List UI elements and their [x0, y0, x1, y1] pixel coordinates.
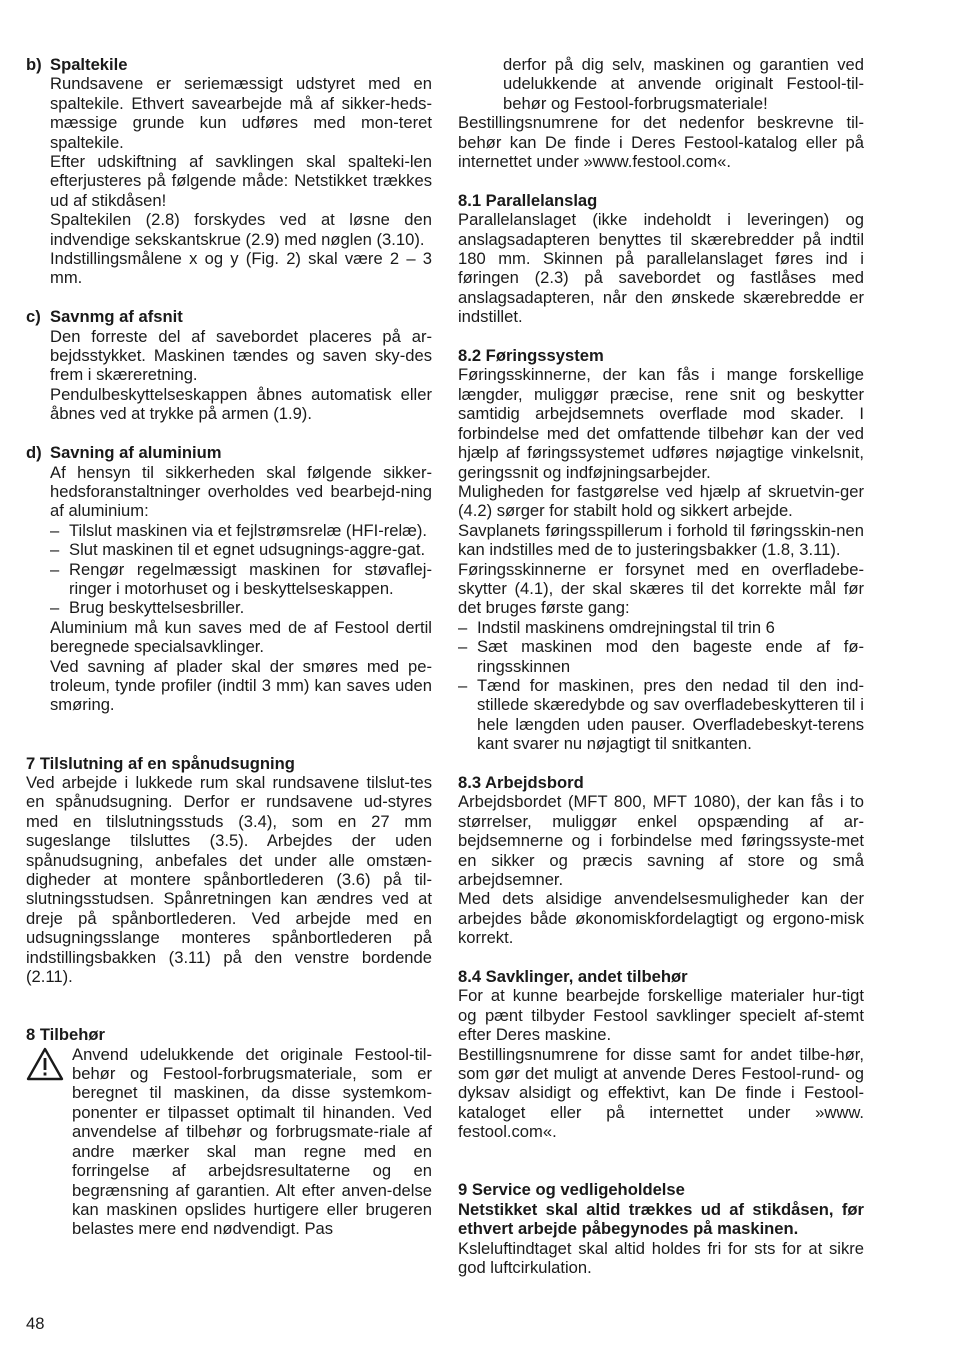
paragraph: Efter udskiftning af savklingen skal spalteki-len efterjusteres på følgende måde: Netstikket trækkes ud af stikdåsen! — [50, 152, 432, 210]
paragraph: Den forreste del af savebordet placeres på ar-bejdsstykket. Maskinen tændes og saven sky-des frem i skæreretning. — [50, 326, 432, 385]
paragraph: Med dets alsidige anvendelsesmuligheder kan der arbejdes både økonomiskfordelagtigt og ergono-misk korrekt. — [458, 889, 864, 948]
right-column — [458, 55, 864, 1278]
section-8-2-foringssystem — [458, 346, 864, 754]
paragraph: Aluminium må kun saves med de af Festool dertil beregnede specialsavklinger. — [50, 617, 432, 657]
dash-list — [50, 521, 432, 618]
section-8-tilbehor — [26, 1025, 432, 1238]
list-item: – Sæt maskinen mod den bageste ende af fø-ringsskinnen — [458, 637, 864, 676]
paragraph: Savplanets føringsspillerum i forhold til føringsskin-nen kan indstilles med de to justeringsbakker (1.8, 3.11). — [458, 520, 864, 560]
section-letter: c) — [26, 307, 41, 327]
section-heading — [26, 307, 432, 326]
list-item: – Indstil maskinens omdrejningstal til trin 6 — [458, 618, 864, 637]
paragraph: For at kunne bearbejde forskellige materialer hur-tigt og pænt tilbyder Festool savklinger specielt af-stemt efter Deres maskine. — [458, 986, 864, 1045]
section-title: 9 Service og vedligeholdelse — [458, 1180, 685, 1200]
section-title: 8.1 Parallelanslag — [458, 190, 598, 210]
paragraph: Af hensyn til sikkerheden skal følgende sikker-hedsforanstaltninger overholdes ved bearbejd-ning af aluminium: — [50, 462, 432, 521]
paragraph: Føringsskinnerne er forsynet med en overfladebe-skytter (4.1), der skal skæres til det korrekte mål før det bruges første gang: — [458, 559, 864, 618]
paragraph: Føringsskinnerne, der kan fås i mange forskellige længder, muliggør præcise, rene snit og beskytter samtidig arbejdsemnets overflade mod skader. I forbindelse med det omfattende tilbehør kan der ved hjælp af føringssystemet udføres nøjagtige vinkelsnit, geringssnit og indføjningsarbejder. — [458, 365, 864, 482]
list-item: – Slut maskinen til et egnet udsugnings-aggre-gat. — [50, 540, 432, 559]
warning-triangle-icon — [26, 1045, 72, 1239]
section-8-4-savklinger — [458, 967, 864, 1142]
section-c-afsnit — [26, 307, 432, 423]
section-title: 7 Tilslutning af en spånudsugning — [26, 753, 295, 773]
section-9-service — [458, 1180, 864, 1277]
section-b-spaltekile — [26, 55, 432, 288]
list-item: – Tilslut maskinen via et fejlstrømsrelæ (HFI-relæ). — [50, 521, 432, 540]
page-number: 48 — [26, 1314, 45, 1333]
list-item: – Rengør regelmæssigt maskinen for støvaflej-ringer i motorhuset og i beskyttelseskappen. — [50, 560, 432, 599]
paragraph: Pendulbeskyttelseskappen åbnes automatisk eller åbnes ved at trykke på armen (1.9). — [50, 384, 432, 424]
paragraph: Rundsavene er seriemæssigt udstyret med en spaltekile. Ethvert savearbejde må af sikker-heds- mæssige grunde kun udføres med mon-teret spaltekile. — [50, 74, 432, 152]
section-title: Spaltekile — [50, 55, 128, 74]
section-letter: d) — [26, 443, 42, 463]
section-heading — [26, 443, 432, 462]
paragraph: Spaltekilen (2.8) forskydes ved at løsne den indvendige sekskantskrue (2.9) med nøglen (3.10). — [50, 210, 432, 249]
list-item: – Tænd for maskinen, pres den nedad til den ind-stillede skæredybde og sav overfladebeskytteren til i hele længden uden pauser. Overfladebeskyt-terens kant svarer nu nøjagtigt til snitkanten. — [458, 676, 864, 754]
section-letter: b) — [26, 55, 42, 74]
section-8-3-arbejdsbord — [458, 773, 864, 948]
paragraph: Muligheden for fastgørelse ved hjælp af skruetvin-ger (4.2) sørger for stabilt hold og sikkert arbejde. — [458, 481, 864, 521]
paragraph: Ved savning af plader skal der smøres med pe-troleum, tynde profiler (indtil 3 mm) kan saves uden smøring. — [50, 656, 432, 715]
paragraph: Ved arbejde i lukkede rum skal rundsavene tilslut-tes en spånudsugning. Derfor er rundsavene ud-styres med en tilslutningsstuds (3.4), som en 27 mm sugeslange tilsluttes (3.5). Arbejdes der uden spånudsugning, anbefales det under alle omstæn-digheder at montere spånbortlederen (3.6) på til-slutningsstudsen. Spånretningen kan ændres ved at dreje på spånbortlederen. Ved arbejde med en udsugningsslange monteres spånbortlederen på indstillingsbakken (3.11) på den venstre bordende (2.11). — [26, 772, 432, 987]
section-title: Savning af aluminium — [50, 443, 222, 463]
section-8-1-parallelanslag — [458, 191, 864, 327]
warning-text: Anvend udelukkende det originale Festool-til-behør og Festool-forbrugsmateriale, som er beregnet til maskinen, da disse systemkom-ponenter er tilpasset optimalt til hinanden. Ved anvendelse af tilbehør og forbrugsmate-riale af andre mærker skal man regne med en forringelse af arbejdsresultaterne og en begrænsning af garantien. Alt efter anven-delse kan maskinen opslides hurtigere eller brugeren belastes mere end nødvendigt. Pas — [72, 1044, 432, 1239]
section-7-spanudsugning — [26, 754, 432, 987]
section-d-aluminium — [26, 443, 432, 715]
paragraph: Indstillingsmålene x og y (Fig. 2) skal være 2 – 3 mm. — [50, 249, 432, 288]
paragraph: Parallelanslaget (ikke indeholdt i leveringen) og anslagsadapteren benyttes til skærebredder på indtil 180 mm. Skinnen på parallelanslaget føres ind i føringen (2.3) på savebordet og fastlåses med anslagsadapteren, når den ønskede skærebredde er indstillet. — [458, 210, 864, 327]
section-title: 8 Tilbehør — [26, 1025, 105, 1045]
list-item: – Brug beskyttelsesbriller. — [50, 598, 432, 617]
paragraph: Bestillingsnumrene for det nedenfor beskrevne til-behør kan De finde i Deres Festool-katalog eller på internettet under »www.festool.com«. — [458, 113, 864, 172]
section-title: 8.3 Arbejdsbord — [458, 772, 584, 792]
section-title: 8.4 Savklinger, andet tilbehør — [458, 967, 688, 987]
paragraph: Ksleluftindtaget skal altid holdes fri for sts for at sikre god luftcirkulation. — [458, 1238, 864, 1278]
section-heading — [26, 55, 432, 74]
section-title: Savnmg af afsnit — [50, 307, 183, 327]
warning-block — [26, 1045, 432, 1239]
dash-list — [458, 618, 864, 754]
warning-text-continued: derfor på dig selv, maskinen og garantien ved udelukkende at anvende originalt Festool-til-behør og Festool-forbrugsmateriale! — [503, 55, 864, 113]
section-title: 8.2 Føringssystem — [458, 346, 604, 366]
left-column — [26, 55, 432, 1239]
paragraph: Bestillingsnumrene for disse samt for andet tilbe-hør, som gør det muligt at anvende Deres Festool-rund- og dyksav alsidigt og effektivt, kan De finde i Festool-kataloget eller på internettet under »www. festool.com«. — [458, 1044, 864, 1142]
bold-warning-paragraph: Netstikket skal altid trækkes ud af stikdåsen, før ethvert arbejde påbegynodes på maskinen. — [458, 1199, 864, 1239]
paragraph: Arbejdsbordet (MFT 800, MFT 1080), der kan fås i to størrelser, muliggør enkel opspænding af ar-bejdsemnerne og i forbindelse med føringssyste-met en sikker og præcis savning af store og små arbejdsemner. — [458, 792, 864, 890]
